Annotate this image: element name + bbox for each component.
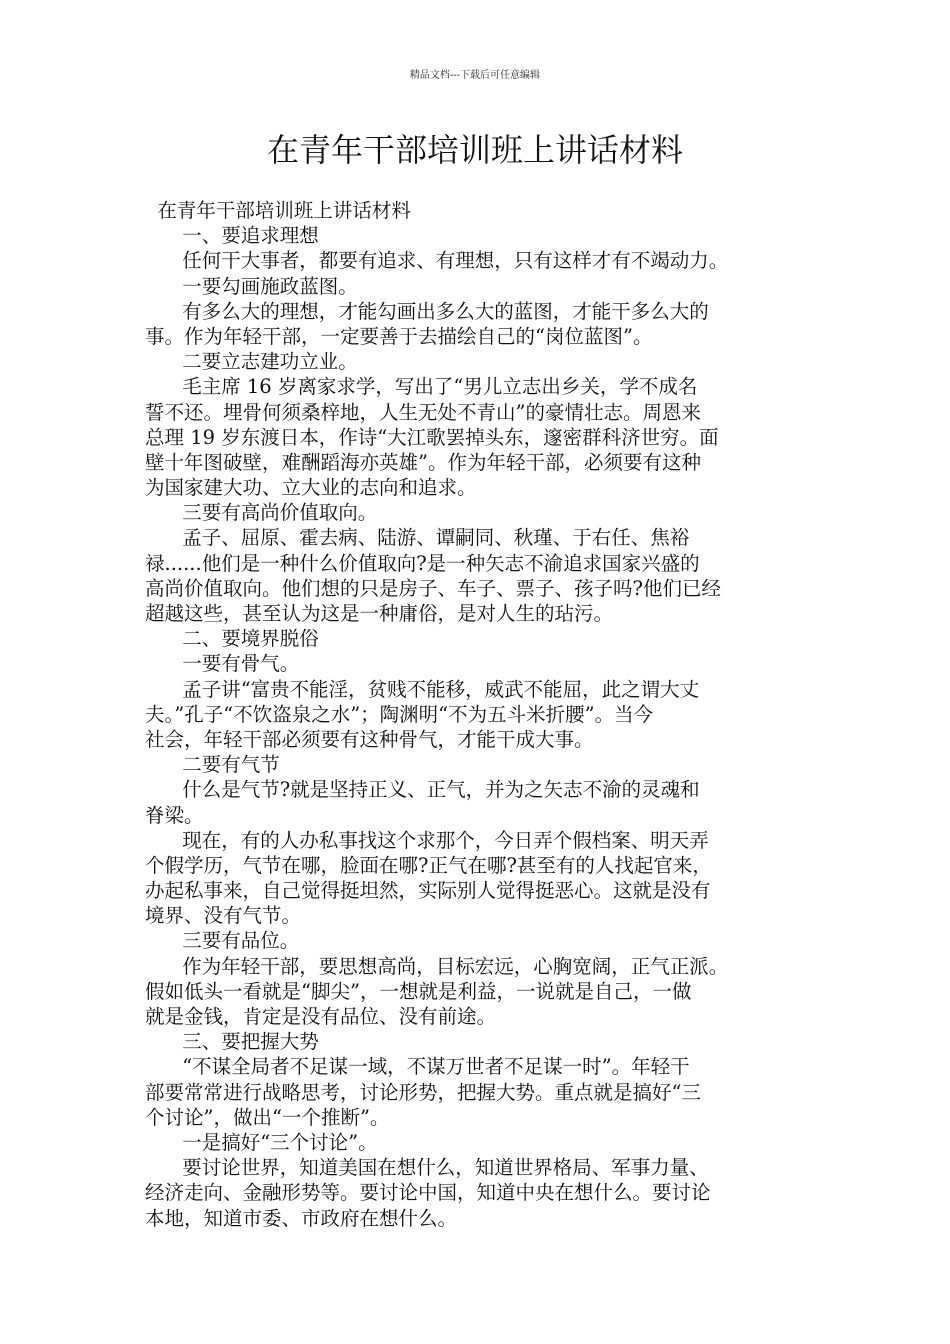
body-line: 为国家建大功、立大业的志向和追求。: [145, 476, 477, 500]
header-note: 精品文档---下载后可任意编辑: [409, 70, 541, 81]
body-line: 个假学历，气节在哪，脸面在哪?正气在哪?甚至有的人找起官来，: [145, 853, 712, 877]
body-line: 誓不还。埋骨何须桑梓地，人生无处不青山”的豪情壮志。周恩来: [145, 400, 701, 424]
body-line: 总理 19 岁东渡日本，作诗“大江歌罢掉头东，邃密群科济世穷。面: [145, 425, 719, 449]
body-line: 就是金钱，肯定是没有品位、没有前途。: [145, 1005, 497, 1028]
body-line: 经济走向、金融形势等。要讨论中国，知道中央在想什么。要讨论: [145, 1181, 711, 1205]
body-line: 有多么大的理想，才能勾画出多么大的蓝图，才能干多么大的: [145, 299, 709, 323]
body-line: 事。作为年轻干部，一定要善于去描绘自己的“岗位蓝图”。: [145, 324, 653, 348]
body-line: 一是搞好“三个讨论”。: [145, 1130, 378, 1154]
body-line: 在青年干部培训班上讲话材料: [145, 199, 411, 222]
body-line: 境界、没有气节。: [145, 904, 302, 928]
body-line: 二、要境界脱俗: [145, 627, 319, 651]
body-line: 一要勾画施政蓝图。: [145, 274, 358, 298]
body-line: 禄......他们是一种什么价值取向?是一种矢志不渝追求国家兴盛的: [145, 551, 700, 575]
body-line: 二要有气节: [145, 753, 280, 777]
body-line: 要讨论世界，知道美国在想什么，知道世界格局、军事力量、: [145, 1156, 709, 1180]
body-line: 二要立志建功立业。: [145, 350, 358, 374]
body-line: 本地，知道市委、市政府在想什么。: [145, 1206, 458, 1230]
body-line: “不谋全局者不足谋一域，不谋万世者不足谋一时”。年轻干: [145, 1055, 690, 1079]
body-line: 个讨论”，做出“一个推断”。: [145, 1105, 390, 1129]
body-line: 任何干大事者，都要有追求、有理想，只有这样才有不竭动力。: [145, 249, 729, 273]
body-line: 社会，年轻干部必须要有这种骨气，才能干成大事。: [145, 727, 594, 751]
body-line: 一要有骨气。: [145, 652, 300, 676]
body-line: 壁十年图破壁，难酬蹈海亦英雄”。作为年轻干部，必须要有这种: [145, 450, 701, 474]
body-line: 脊梁。: [145, 803, 204, 827]
body-line: 孟子、屈原、霍去病、陆游、谭嗣同、秋瑾、于右任、焦裕: [145, 526, 690, 550]
body-line: 孟子讲“富贵不能淫，贫贱不能移，威武不能屈，此之谓大丈: [145, 677, 700, 701]
body-line: 一、要追求理想: [145, 224, 319, 248]
body-line: 假如低头一看就是“脚尖”，一想就是利益，一说就是自己，一做: [145, 979, 692, 1003]
document-title: 在青年干部培训班上讲话材料: [266, 131, 683, 169]
body-line: 什么是气节?就是坚持正义、正气，并为之矢志不渝的灵魂和: [145, 778, 700, 802]
body-line: 超越这些，甚至认为这是一种庸俗，是对人生的玷污。: [145, 602, 614, 625]
body-line: 现在，有的人办私事找这个求那个，今日弄个假档案、明天弄: [145, 828, 709, 852]
body-line: 三要有高尚价值取向。: [145, 501, 378, 525]
body-line: 三要有品位。: [145, 929, 300, 953]
body-line: 办起私事来，自己觉得挺坦然，实际别人觉得挺恶心。这就是没有: [145, 879, 711, 903]
body-line: 三、要把握大势: [145, 1030, 319, 1054]
body-line: 毛主席 16 岁离家求学，写出了“男儿立志出乡关，学不成名: [145, 375, 698, 399]
body-line: 作为年轻干部，要思想高尚，目标宏远，心胸宽阔，正气正派。: [145, 954, 729, 978]
body-line: 夫。”孔子“不饮盗泉之水”；陶渊明“不为五斗米折腰”。当今: [145, 702, 654, 726]
document-body: [145, 198, 815, 1231]
body-line: 高尚价值取向。他们想的只是房子、车子、票子、孩子吗?他们已经: [145, 576, 721, 600]
body-line: 部要常常进行战略思考，讨论形势，把握大势。重点就是搞好“三: [145, 1080, 701, 1104]
